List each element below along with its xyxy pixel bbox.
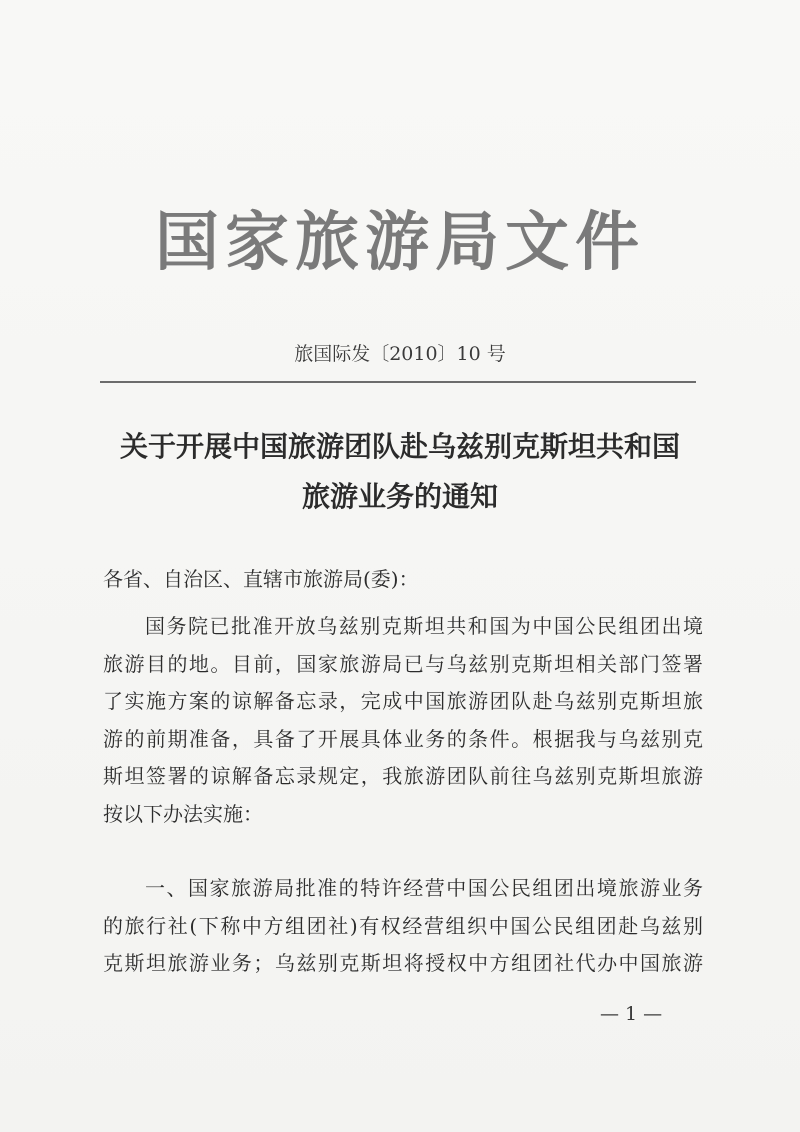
paragraph-line: 斯坦签署的谅解备忘录规定，我旅游团队前往乌兹别克斯坦旅游 (103, 764, 703, 789)
subject-line-1: 关于开展中国旅游团队赴乌兹别克斯坦共和国 (119, 430, 680, 463)
paragraph-line: 一、国家旅游局批准的特许经营中国公民组团出境旅游业务 (145, 876, 703, 900)
paragraph-line: 游的前期准备，具备了开展具体业务的条件。根据我与乌兹别克 (103, 726, 703, 751)
page-number: — 1 — (600, 1003, 663, 1025)
paragraph-2 (103, 870, 703, 983)
paragraph-line: 的旅行社(下称中方组团社)有权经营组织中国公民组团赴乌兹别 (103, 913, 703, 938)
paragraph-line: 了实施方案的谅解备忘录，完成中国旅游团队赴乌兹别克斯坦旅 (103, 689, 703, 714)
document-subject (0, 422, 800, 522)
document-header-title: 国家旅游局文件 (155, 205, 645, 280)
document-number: 旅国际发〔2010〕10 号 (294, 343, 506, 365)
paragraph-1 (103, 608, 703, 834)
salutation: 各省、自治区、直辖市旅游局(委)： (103, 567, 419, 591)
paragraph-line: 克斯坦旅游业务；乌兹别克斯坦将授权中方组团社代办中国旅游 (103, 951, 703, 976)
paragraph-line: 国务院已批准开放乌兹别克斯坦共和国为中国公民组团出境 (145, 614, 703, 638)
header-divider (100, 381, 696, 383)
subject-line-2: 旅游业务的通知 (301, 480, 498, 513)
paragraph-line: 按以下办法实施： (103, 801, 263, 826)
paragraph-line: 旅游目的地。目前，国家旅游局已与乌兹别克斯坦相关部门签署 (103, 651, 703, 676)
